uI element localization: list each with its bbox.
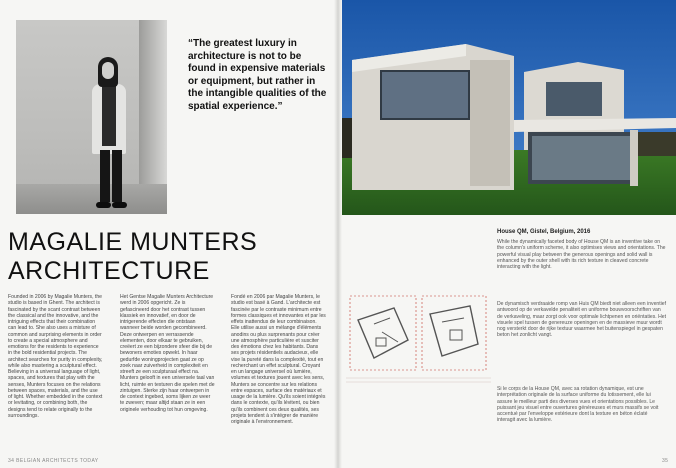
project-text-french: Si le corps de la House QM, avec sa rotation dynamique, est une interprétation originale de la surface uniforme du lotissement, elle lui assure le meilleur parti des diverses vues et orientations possibles. Le puissant jeu visuel entre ouvertures généreuses et murs massifs se voit accentué par l'enveloppe extérieure dont la texture en béton éclaté interagit avec la lumière. <box>497 386 659 424</box>
portrait-shoe <box>112 202 127 208</box>
left-folio: 34 BELGIAN ARCHITECTS TODAY <box>8 458 99 464</box>
portrait-leg <box>112 150 122 202</box>
site-plan-grid <box>346 378 491 382</box>
portrait-face <box>102 62 114 79</box>
title-line-1: MAGALIE MUNTERS <box>8 228 258 256</box>
floor-plans <box>346 278 491 448</box>
project-text-dutch: De dynamisch verdraaide romp van Huis QM biedt niet alleen een inventief antwoord op de verkavelde penaliteit en uniforme bouwvoorschriften van de verkaveling, maar zorgt ook voor optimale lichtpenen en oriëntaties. Het visuele spel tussen de genereuze openingen en de massieve muur wordt nog versterkt door de rijke textuur waarmee het buitenspiegel in gespaten beton het zonlicht vangt. <box>497 301 667 339</box>
article-title <box>8 228 328 286</box>
floor-plan-ground <box>350 296 416 370</box>
body-column-english: Founded in 2006 by Magalie Munters, the studio is based in Ghent. The architect is fascinated by the scant contrast between the classical and the innovative, and the intriguing effects that their combination can lead to. She also uses a mixture of common and surprising elements in order to create a special atmosphere and emotions for the residents to experience in the bold residential projects. The architect searches for purity in complexity, while also mastering a sculptural effect. Believing in a universal language of light, spaces, and textures that play with the senses, Munters focuses on the relations between spaces, materials, and the use of light. Whether embedded in the context or levitating, or combining both, the designs tend to relate originally to the surroundings. <box>8 294 103 419</box>
floor-plan-upper <box>422 296 486 370</box>
title-line-2: ARCHITECTURE <box>8 257 210 285</box>
background-trees <box>638 132 676 156</box>
pull-quote: “The greatest luxury in architecture is not to be found in expensive materials or equipment, but rather in the intangible qualities of the spatial experience.” <box>188 38 327 112</box>
house-qm-photo <box>338 0 676 215</box>
project-text-english: While the dynamically faceted body of House QM is an inventive take on the column's uniform scheme, it also optimises views and orientations. The powerful visual play between the generous openings and solid wall is enhanced by the outer shell with its rich texture in cleaved concrete interacting with the light. <box>497 239 666 270</box>
architect-portrait-photo <box>16 20 167 214</box>
house-side-wall <box>470 60 510 186</box>
body-column-dutch: Het Gentse Magalie Munters Architecture werd in 2006 opgericht. Ze is gefascineerd door het contrast tussen klassiek en innovatief, en door de intrigerende effecten die ontstaan wanneer beide worden gecombineerd. Deze ontwerpen en verrassende elementen, door elkaar te gebruiken, creëert ze een bijzondere sfeer die bij de bewoners emoties opwekt. In haar gedurfde woningprojecten gaat ze op zoek naar zuiverheid in complexiteit en streeft ze een sculpturaal effect na. Munters gelooft in een universele taal van licht, ruimte en texturen die spelen met de zintuigen. Sterke zijn haar ontwerpen in de context ingebed, soms lijken ze weer te zweven; maar altijd staan ze in een originele verhouding tot hun omgeving. <box>120 294 215 413</box>
right-folio: 35 <box>662 458 669 464</box>
house-illustration <box>338 0 676 215</box>
portrait-shoe <box>96 202 111 208</box>
portrait-leg <box>100 150 110 202</box>
portrait-floor <box>16 184 167 214</box>
left-page <box>0 0 337 468</box>
body-column-french: Fondé en 2006 par Magalie Munters, le studio est basé à Gand. L'architecte est fascinée par le contraste minimum entre formes classiques et innovantes et par les effets inattendus de leur combinaison. Elle utilise aussi un mélange d'éléments anodins ou plus surprenants pour créer une atmosphère particulière et susciter des émotions chez les habitants. Dans ses projets résidentiels audacieux, elle vise la pureté dans la complexité, tout en recherchant un effet sculptural. Croyant en un langage universel où lumière, volumes et textures jouent avec les sens, Munters se concentre sur les relations entre espaces, surface des matériaux et usage de la lumière. Qu'ils soient intégrés dans le contexte, qu'ils lévitent, ou bien qu'ils combinent ces deux qualités, ses projets tendent à s'intégrer de manière originale à l'environnement. <box>231 294 326 425</box>
portrait-scarf <box>102 82 116 146</box>
page-gutter <box>334 0 342 468</box>
project-caption: House QM, Gistel, Belgium, 2016 <box>497 229 591 235</box>
right-window <box>546 82 602 116</box>
